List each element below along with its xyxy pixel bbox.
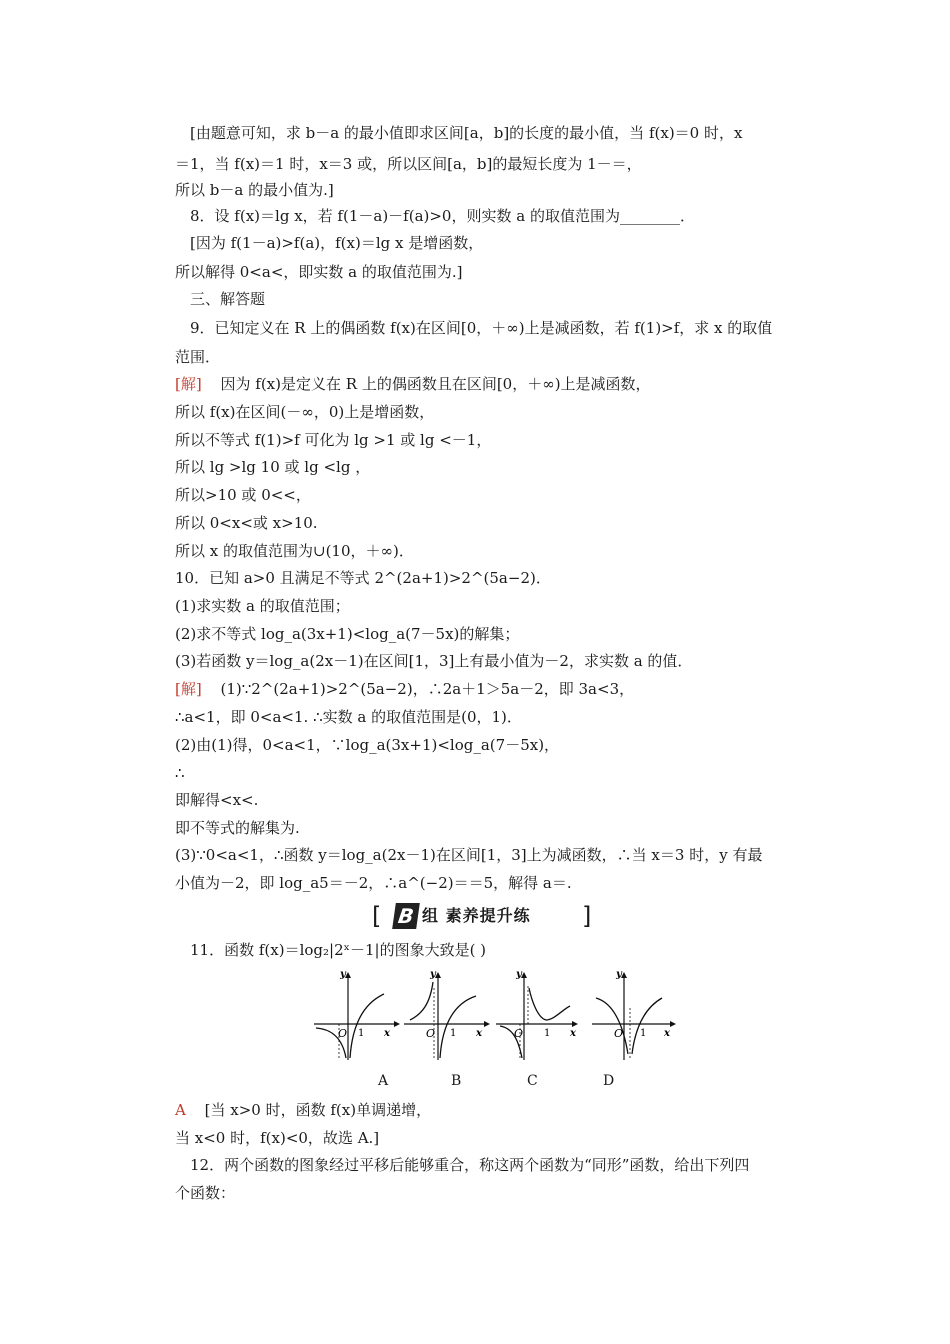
- curve-right: [632, 998, 662, 1054]
- solution-9-line-1: [解] 因为 f(x)是定义在 R 上的偶函数且在区间[0，＋∞)上是减函数，: [175, 375, 651, 393]
- x-label: x: [476, 1028, 482, 1039]
- solution-marker: [解]: [175, 375, 202, 393]
- graph-b-svg: [402, 968, 494, 1062]
- question-9-line-2: 范围．: [175, 348, 221, 366]
- y-axis-arrow: [345, 972, 351, 978]
- graph-a-svg: [312, 968, 404, 1062]
- curve-left: [596, 998, 628, 1054]
- curve-right: [440, 996, 476, 1058]
- graph-label-c: C: [527, 1073, 538, 1089]
- x-axis-arrow: [670, 1021, 676, 1027]
- graph-option-d: [590, 968, 682, 1062]
- question-12-line-1: 12．两个函数的图象经过平移后能够重合，称这两个函数为“同形”函数，给出下列四: [190, 1156, 750, 1174]
- answer-8-line-1: [因为 f(1－a)>f(a)，f(x)＝lg x 是增函数，: [190, 234, 484, 252]
- solution-9-line-5: 所以>10 或 0<<，: [175, 486, 311, 504]
- graph-option-b: [402, 968, 494, 1062]
- x-label: x: [570, 1028, 576, 1039]
- graph-label-a: A: [378, 1073, 389, 1089]
- origin-label: O: [514, 1027, 524, 1040]
- graph-c-svg: [494, 968, 586, 1062]
- x-label: x: [664, 1028, 670, 1039]
- question-8: 8．设 f(x)＝lg x，若 f(1－a)－f(a)>0，则实数 a 的取值范围为________．: [190, 207, 695, 225]
- y-label: y: [516, 969, 522, 980]
- y-label: y: [340, 969, 346, 980]
- answer-11-line-2: 当 x<0 时，f(x)<0，故选 A.]: [175, 1129, 380, 1147]
- answer-choice: A: [175, 1101, 186, 1119]
- graph-option-a: [312, 968, 404, 1062]
- solution-7-line-1: [由题意可知，求 b－a 的最小值即求区间[a，b]的长度的最小值，当 f(x)＝0 时，x: [190, 124, 743, 142]
- solution-10-line-5: 即解得<x<.: [175, 791, 259, 809]
- solution-9-line-3: 所以不等式 f(1)>f 可化为 lg >1 或 lg <－1，: [175, 431, 492, 449]
- group-b-badge: B: [392, 903, 420, 929]
- x-axis-arrow: [484, 1021, 490, 1027]
- solution-10-line-6: 即不等式的解集为.: [175, 819, 300, 837]
- graph-label-b: B: [451, 1073, 462, 1089]
- graph-label-d: D: [603, 1073, 615, 1089]
- header-bracket-left: [: [372, 902, 382, 930]
- section-b-header: [372, 902, 592, 932]
- solution-7-line-3: 所以 b－a 的最小值为.]: [175, 181, 334, 199]
- question-9-line-1: 9．已知定义在 R 上的偶函数 f(x)在区间[0，＋∞)上是减函数，若 f(1)>f，求 x 的取值: [190, 319, 773, 337]
- question-11: 11．函数 f(x)＝log₂|2ˣ－1|的图象大致是( ): [190, 941, 487, 959]
- tick-one: 1: [358, 1028, 365, 1039]
- solution-9-line-7: 所以 x 的取值范围为∪(10，＋∞)．: [175, 542, 414, 560]
- curve-right: [529, 988, 570, 1020]
- solution-9-line-4: 所以 lg >lg 10 或 lg <lg ，: [175, 458, 371, 476]
- question-10: 10．已知 a>0 且满足不等式 2^(2a+1)>2^(5a−2)．: [175, 569, 551, 587]
- solution-9-line-6: 所以 0<x<或 x>10.: [175, 514, 318, 532]
- solution-10-line-2: ∴a<1，即 0<a<1. ∴实数 a 的取值范围是(0，1)．: [175, 708, 522, 726]
- y-label: y: [430, 969, 436, 980]
- y-axis-arrow: [521, 972, 527, 978]
- origin-label: O: [338, 1027, 348, 1040]
- solution-7-line-2: ＝1，当 f(x)＝1 时，x＝3 或，所以区间[a，b]的最短长度为 1－＝，: [175, 155, 642, 173]
- solution-10-line-8: 小值为－2，即 log_a5＝－2，∴a^(−2)＝＝5，解得 a＝.: [175, 874, 572, 892]
- answer-11-line-1: A [当 x>0 时，函数 f(x)单调递增，: [175, 1101, 432, 1119]
- section-heading-3: 三、解答题: [190, 290, 266, 308]
- solution-10-line-1: [解] (1)∵2^(2a+1)>2^(5a−2)，∴2a＋1＞5a－2，即 3a<3，: [175, 680, 635, 698]
- x-axis-arrow: [572, 1021, 578, 1027]
- x-axis-arrow: [394, 1021, 400, 1027]
- answer-8-line-2: 所以解得 0<a<，即实数 a 的取值范围为.]: [175, 263, 463, 281]
- graph-option-c: [494, 968, 586, 1062]
- origin-label: O: [614, 1027, 624, 1040]
- graph-d-svg: [590, 968, 682, 1062]
- header-title: 组 素养提升练: [422, 906, 531, 925]
- question-10-part-3: (3)若函数 y＝log_a(2x－1)在区间[1，3]上有最小值为－2，求实数 a 的值．: [175, 652, 693, 670]
- solution-9-line-2: 所以 f(x)在区间(－∞，0)上是增函数，: [175, 403, 435, 421]
- y-axis-arrow: [435, 972, 441, 978]
- x-label: x: [384, 1028, 390, 1039]
- question-10-part-1: (1)求实数 a 的取值范围；: [175, 597, 350, 615]
- tick-one: 1: [544, 1028, 551, 1039]
- curve-left: [410, 982, 433, 1020]
- solution-marker: [解]: [175, 680, 202, 698]
- origin-label: O: [426, 1027, 436, 1040]
- solution-10-line-4: ∴: [175, 764, 185, 782]
- y-axis-arrow: [621, 972, 627, 978]
- solution-10-line-3: (2)由(1)得，0<a<1，∵log_a(3x+1)<log_a(7－5x)，: [175, 736, 560, 754]
- question-12-line-2: 个函数：: [175, 1184, 236, 1202]
- solution-10-line-7: (3)∵0<a<1，∴函数 y＝log_a(2x－1)在区间[1，3]上为减函数，∴当 x＝3 时，y 有最: [175, 846, 763, 864]
- y-label: y: [616, 969, 622, 980]
- header-bracket-right: ]: [582, 902, 592, 930]
- curve-right: [350, 994, 384, 1058]
- tick-one: 1: [640, 1028, 647, 1039]
- question-10-part-2: (2)求不等式 log_a(3x+1)<log_a(7－5x)的解集；: [175, 625, 520, 643]
- tick-one: 1: [450, 1028, 457, 1039]
